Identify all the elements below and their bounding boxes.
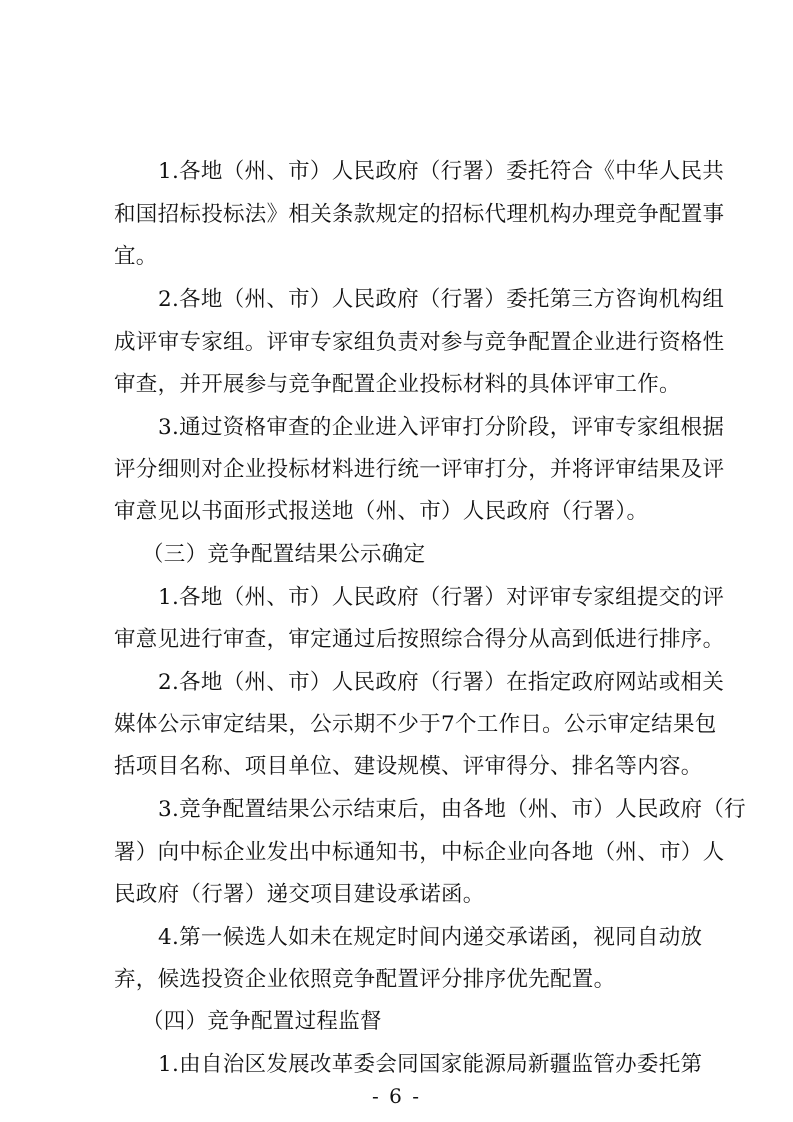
text-line: 民政府（行署）递交项目建设承诺函。 [114, 882, 485, 907]
text-line: 4.第一候选人如未在规定时间内递交承诺函，视同自动放 [158, 925, 703, 950]
text-line: 弃，候选投资企业依照竞争配置评分排序优先配置。 [114, 967, 616, 992]
page-number: - 6 - [372, 1084, 421, 1108]
text-line: 1.各地（州、市）人民政府（行署）委托符合《中华人民共 [158, 159, 725, 184]
text-line: 1.由自治区发展改革委会同国家能源局新疆监管办委托第 [158, 1052, 703, 1077]
text-line: 和国招标投标法》相关条款规定的招标代理机构办理竞争配置事 [114, 202, 725, 227]
section-heading: （四）竞争配置过程监督 [142, 1009, 382, 1034]
text-line: 宜。 [114, 244, 158, 269]
text-line: 3.通过资格审查的企业进入评审打分阶段，评审专家组根据 [158, 415, 725, 440]
text-line: 3.竞争配置结果公示结束后，由各地（州、市）人民政府（行 [158, 797, 746, 822]
section-heading: （三）竞争配置结果公示确定 [142, 542, 426, 567]
text-line: 审意见进行审查，审定通过后按照综合得分从高到低进行排序。 [114, 627, 725, 652]
text-line: 括项目名称、项目单位、建设规模、评审得分、排名等内容。 [114, 754, 703, 779]
text-line: 媒体公示审定结果，公示期不少于7个工作日。公示审定结果包 [114, 712, 717, 737]
text-line: 署）向中标企业发出中标通知书，中标企业向各地（州、市）人 [114, 840, 725, 865]
text-line: 审意见以书面形式报送地（州、市）人民政府（行署）。 [114, 499, 649, 524]
text-line: 评分细则对企业投标材料进行统一评审打分，并将评审结果及评 [114, 457, 725, 482]
text-line: 审查，并开展参与竞争配置企业投标材料的具体评审工作。 [114, 372, 681, 397]
text-line: 1.各地（州、市）人民政府（行署）对评审专家组提交的评 [158, 585, 725, 610]
text-line: 成评审专家组。评审专家组负责对参与竞争配置企业进行资格性 [114, 330, 725, 355]
text-line: 2.各地（州、市）人民政府（行署）在指定政府网站或相关 [158, 670, 725, 695]
text-line: 2.各地（州、市）人民政府（行署）委托第三方咨询机构组 [158, 287, 725, 312]
